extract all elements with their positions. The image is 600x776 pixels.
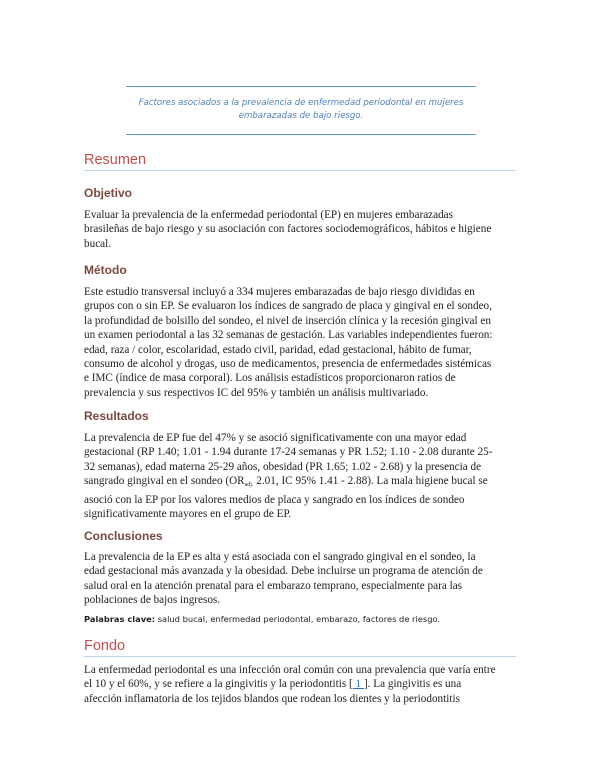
resumen-heading-rule	[84, 170, 516, 171]
resultados-line: asoció con la EP por los valores medios de placa y sangrado en los índices de sondeo	[84, 493, 465, 506]
objetivo-line: Evaluar la prevalencia de la enfermedad periodontal (EP) en mujeres embarazadas	[84, 209, 454, 221]
keywords	[84, 613, 518, 625]
fondo-line: afección inflamatoria de los tejidos blandos que rodean los dientes y la periodontitis	[84, 692, 460, 705]
resumen-heading: Resumen	[84, 152, 147, 168]
article-title-box	[126, 86, 476, 136]
resultados-line: significativamente mayores en el grupo de EP.	[84, 508, 292, 521]
metodo-line: e IMC (índice de masa corporal). Los análisis estadísticos proporcionaron ratios de	[84, 372, 456, 385]
resultados-line: La prevalencia de EP fue del 47% y se asoció significativamente con una mayor edad	[84, 432, 467, 444]
reference-link-1[interactable]: 1	[352, 678, 364, 691]
resultados-line: gestacional (RP 1.40; 1.01 - 1.94 durante 17-24 semanas y PR 1.52; 1.10 - 2.08 durante 25-	[84, 446, 493, 459]
keywords-label: Palabras clave:	[84, 614, 156, 624]
adjusted-subscript: adj.	[244, 482, 254, 489]
conclusiones-line: salud oral en la atención prenatal para el embarazo temprano, especialmente para las	[84, 579, 463, 592]
resultados-line-4-start: sangrado gingival en el sondeo (OR	[84, 475, 245, 488]
objetivo-line: bucal.	[84, 237, 112, 250]
fondo-line-2-end: ]. La gingivitis es una	[363, 678, 462, 691]
fondo-line-with-reference	[84, 677, 518, 691]
resultados-line: 32 semanas), edad materna 25-29 años, obesidad (PR 1.65; 1.02 - 2.68) y la presencia de	[84, 460, 482, 473]
metodo-line: la profundidad de bolsillo del sondeo, el nivel de inserción clínica y la recesión gingival en	[84, 314, 491, 327]
title-bottom-rule	[126, 134, 476, 135]
metodo-line: Este estudio transversal incluyó a 334 mujeres embarazadas de bajo riesgo divididas en	[84, 286, 475, 298]
metodo-line: edad, raza / color, escolaridad, estado civil, paridad, edad gestacional, hábito de fumar,	[84, 343, 472, 356]
conclusiones-line: poblaciones de bajos ingresos.	[84, 594, 221, 607]
objetivo-heading: Objetivo	[84, 186, 133, 200]
fondo-paragraph	[84, 663, 518, 706]
resultados-line-4-end: 2.01, IC 95% 1.41 - 2.88). La mala higiene bucal se	[253, 475, 488, 488]
fondo-line-2-start: el 10 y el 60%, y se refiere a la gingivitis y la periodontitis [	[84, 678, 353, 691]
title-top-rule	[126, 86, 476, 87]
metodo-line: consumo de alcohol y drogas, uso de medicamentos, presencia de enfermedades sistémicas	[84, 358, 492, 371]
fondo-heading-rule	[84, 656, 516, 657]
objetivo-line: brasileñas de bajo riesgo y su asociación con factores sociodemográficos, hábitos e higiene	[84, 223, 492, 236]
article-title-line-1: Factores asociados a la prevalencia de enfermedad periodontal en mujeres	[138, 98, 464, 108]
metodo-paragraph	[84, 285, 518, 400]
conclusiones-line: edad gestacional más avanzada y la obesidad. Debe incluirse un programa de atención de	[84, 565, 483, 578]
resultados-line-with-subscript	[84, 474, 518, 492]
metodo-line: prevalencia y sus respectivos IC del 95% y también un análisis multivariado.	[84, 386, 429, 399]
conclusiones-line: La prevalencia de la EP es alta y está asociada con el sangrado gingival en el sondeo, la	[84, 551, 476, 563]
resultados-heading: Resultados	[84, 409, 149, 423]
fondo-line: La enfermedad periodontal es una infección oral común con una prevalencia que varía entre	[84, 664, 496, 676]
metodo-heading: Método	[84, 263, 127, 277]
article-title-line-2: embarazadas de bajo riesgo.	[238, 111, 364, 121]
article-title	[126, 97, 476, 123]
keywords-text: salud bucal, enfermedad periodontal, embarazo, factores de riesgo.	[155, 614, 441, 624]
fondo-heading: Fondo	[84, 638, 126, 654]
objetivo-paragraph	[84, 208, 518, 251]
conclusiones-heading: Conclusiones	[84, 529, 163, 543]
metodo-line: grupos con o sin EP. Se evaluaron los índices de sangrado de placa y gingival en el sondeo,	[84, 300, 492, 313]
conclusiones-paragraph	[84, 550, 518, 608]
metodo-line: un examen periodontal a las 32 semanas de gestación. Las variables independientes fueron:	[84, 329, 493, 342]
resultados-paragraph	[84, 431, 518, 521]
